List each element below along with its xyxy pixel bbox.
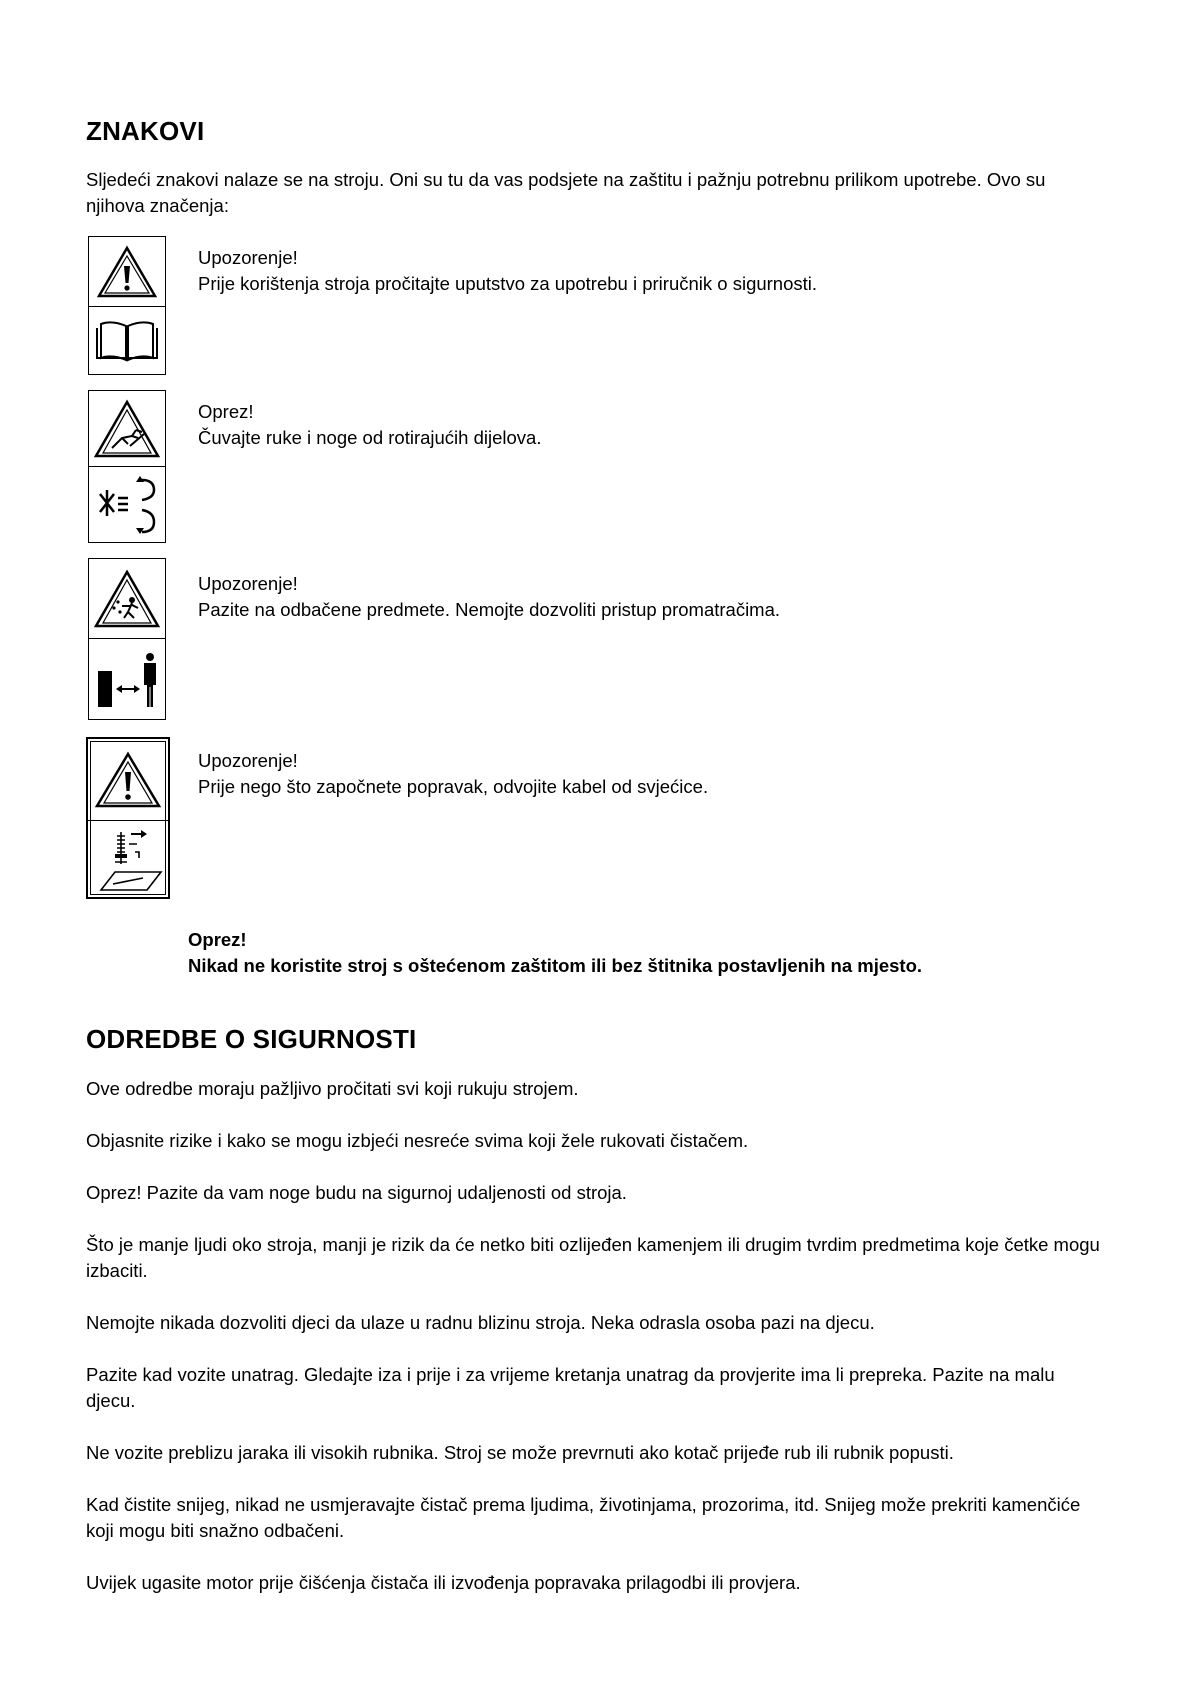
safety-paragraph-7: Ne vozite preblizu jaraka ili visokih rubnika. Stroj se može prevrnuti ako kotač prijeđe rub ili rubnik popusti. [86,1442,954,1463]
safety-paragraph-4: Što je manje ljudi oko stroja, manji je rizik da će netko biti ozlijeđen kamenjem ili drugim tvrdim predmetima koje četke mogu izbaciti. [86,1234,1100,1281]
safety-paragraph-8: Kad čistite snijeg, nikad ne usmjeravajte čistač prema ljudima, životinjama, prozorima, itd. Snijeg može prekriti kamenčiće koji mogu biti snažno odbačeni. [86,1494,1081,1541]
disconnect-spark-plug-icon [88,821,168,896]
sign-text-block-1 [198,245,817,297]
sign-rotating-parts [88,390,166,543]
safety-paragraph-9: Uvijek ugasite motor prije čišćenja čistača ili izvođenja popravaka prilagodbi ili provjera. [86,1572,801,1593]
warning-triangle-exclamation-icon [89,237,165,307]
sign-disconnect-spark-plug [86,737,170,899]
sign-text-block-3 [198,571,780,623]
safety-paragraph-6: Pazite kad vozite unatrag. Gledajte iza i prije i za vrijeme kretanja unatrag da provjerite ima li prepreka. Pazite na malu djecu. [86,1364,1055,1411]
signs-intro: Sljedeći znakovi nalaze se na stroju. Oni su tu da vas podsjete na zaštitu i pažnju potrebnu prilikom upotrebe. Ovo su njihova značenja: [86,169,1046,216]
sign-heading: Oprez! [198,401,254,422]
caution-note [188,927,922,979]
caution-note-text: Nikad ne koristite stroj s oštećenom zaštitom ili bez štitnika postavljenih na mjesto. [188,955,923,976]
sign-text-block-2 [198,399,541,451]
sign-heading: Upozorenje! [198,750,298,771]
rotating-parts-icon [89,467,165,542]
open-manual-book-icon [89,307,165,374]
sign-description: Prije korištenja stroja pročitajte uputstvo za upotrebu i priručnik o sigurnosti. [198,273,818,294]
section-title-safety: ODREDBE O SIGURNOSTI [86,1024,417,1054]
warning-triangle-thrown-objects-icon [89,559,165,639]
keep-distance-bystander-icon [89,639,165,719]
sign-description: Pazite na odbačene predmete. Nemojte dozvoliti pristup promatračima. [198,599,781,620]
sign-description: Čuvajte ruke i noge od rotirajućih dijelova. [198,427,542,448]
caution-note-heading: Oprez! [188,929,247,950]
section-title-signs: ZNAKOVI [86,116,205,146]
sign-heading: Upozorenje! [198,247,298,268]
sign-description: Prije nego što započnete popravak, odvojite kabel od svjećice. [198,776,709,797]
sign-thrown-objects [88,558,166,720]
warning-triangle-hand-icon [89,391,165,467]
safety-paragraph-2: Objasnite rizike i kako se mogu izbjeći nesreće svima koji žele rukovati čistačem. [86,1130,749,1151]
sign-heading: Upozorenje! [198,573,298,594]
safety-paragraph-3: Oprez! Pazite da vam noge budu na sigurnoj udaljenosti od stroja. [86,1182,627,1203]
sign-read-manual [88,236,166,375]
safety-paragraph-5: Nemojte nikada dozvoliti djeci da ulaze u radnu blizinu stroja. Neka odrasla osoba pazi na djecu. [86,1312,875,1333]
warning-triangle-exclamation-icon [88,739,168,821]
sign-text-block-4 [198,748,708,800]
safety-paragraph-1: Ove odredbe moraju pažljivo pročitati svi koji rukuju strojem. [86,1078,579,1099]
